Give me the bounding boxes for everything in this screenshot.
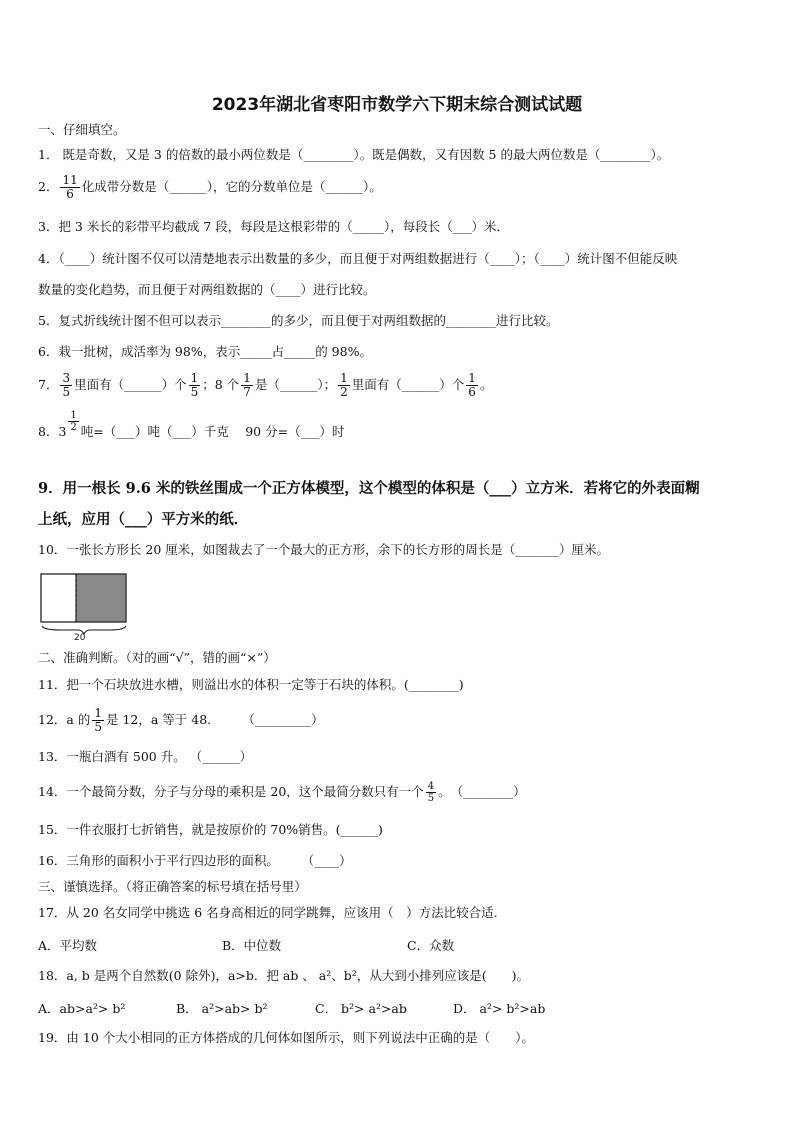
question-16: 16．三角形的面积小于平行四边形的面积。 （____） <box>38 853 352 868</box>
question-8-number: 8．3 <box>38 424 67 439</box>
question-8 <box>38 410 345 440</box>
question-15: 15．一件衣服打七折销售，就是按原价的 70%销售。(______) <box>38 822 383 837</box>
rectangle-figure <box>40 572 130 646</box>
question-9-line-1: 9．用一根长 9.6 米的铁丝围成一个正方体模型，这个模型的体积是（___）立方米．若将它的外表面糊 <box>38 480 700 497</box>
fraction-denominator: 2 <box>70 422 77 433</box>
question-7 <box>38 372 492 399</box>
question-7-text: 是（______）； <box>254 377 337 392</box>
question-18: 18．a, b 是两个自然数(0 除外)，a>b．把 ab 、 a²、b²，从大到小排列应该是( )。 <box>38 968 529 983</box>
section-1-heading: 一、仔细填空。 <box>38 122 126 137</box>
fraction <box>60 372 72 399</box>
fraction-denominator: 5 <box>62 385 71 399</box>
option-a[interactable]: A．ab>a²> b² <box>38 1001 126 1016</box>
question-10: 10．一张长方形长 20 厘米，如图裁去了一个最大的正方形，余下的长方形的周长是（_______）厘米。 <box>38 542 610 557</box>
fraction-numerator: 11 <box>62 173 78 187</box>
question-14 <box>38 781 526 804</box>
question-12-text: 是 12，a 等于 48. （_________） <box>105 712 324 727</box>
section-2-heading: 二、准确判断。（对的画“√”，错的画“×”） <box>38 650 276 665</box>
fraction-numerator: 1 <box>468 371 476 385</box>
fraction-denominator: 2 <box>340 385 348 399</box>
fraction <box>92 707 104 734</box>
fraction-numerator: 1 <box>243 371 251 385</box>
question-13: 13．一瓶白酒有 500 升。 （______） <box>38 749 253 764</box>
fraction <box>466 372 478 399</box>
question-9-line-2: 上纸，应用（___）平方米的纸． <box>38 511 249 528</box>
question-7-text: ；8 个 <box>202 377 240 392</box>
fraction <box>241 372 253 399</box>
option-c[interactable]: C． b²> a²>ab <box>315 1001 407 1016</box>
option-b[interactable]: B．中位数 <box>222 938 282 953</box>
section-3-heading: 三、谨慎选择。（将正确答案的标号填在括号里） <box>38 879 307 894</box>
fraction-numerator: 1 <box>94 706 102 720</box>
question-11: 11．把一个石块放进水槽，则溢出水的体积一定等于石块的体积。(________) <box>38 677 464 692</box>
option-d[interactable]: D． a²> b²>ab <box>453 1001 546 1016</box>
question-7-number: 7． <box>38 377 59 392</box>
fraction <box>189 372 201 399</box>
fraction-denominator: 7 <box>243 385 251 399</box>
fraction <box>426 781 436 804</box>
page-title: 2023年湖北省枣阳市数学六下期末综合测试试题 <box>211 95 583 115</box>
fraction-denominator: 6 <box>66 187 74 201</box>
question-19: 19．由 10 个大小相同的正方体搭成的几何体如图所示，则下列说法中正确的是（ ）。 <box>38 1030 535 1045</box>
fraction-denominator: 5 <box>94 720 102 734</box>
question-2-number: 2． <box>38 179 59 194</box>
fraction <box>68 410 78 433</box>
rectangle-diagram <box>40 572 130 642</box>
fraction <box>60 174 79 201</box>
fraction-numerator: 3 <box>62 371 71 385</box>
fraction-numerator: 1 <box>190 371 199 385</box>
fraction-numerator: 4 <box>427 781 435 792</box>
figure-length-label: 20 <box>74 633 86 642</box>
question-17: 17．从 20 名女同学中挑选 6 名身高相近的同学跳舞，应该用（ ）方法比较合适. <box>38 905 498 920</box>
question-4-line-1: 4．（____）统计图不仅可以清楚地表示出数量的多少，而且便于对两组数据进行（____）；（____）统计图不但能反映 <box>38 251 678 266</box>
question-1: 1． 既是奇数，又是 3 的倍数的最小两位数是（________）。既是偶数，又有因数 5 的最大两位数是（________）。 <box>38 147 670 162</box>
fraction-denominator: 6 <box>468 385 476 399</box>
question-7-text: 里面有（______）个 <box>74 377 187 392</box>
question-7-text: 。 <box>479 377 493 392</box>
fraction-denominator: 5 <box>427 793 435 804</box>
question-14-text: 。 （________） <box>438 784 526 799</box>
option-b[interactable]: B． a²>ab> b² <box>176 1001 268 1016</box>
option-a[interactable]: A．平均数 <box>38 938 98 953</box>
question-14-text: 14．一个最简分数，分子与分母的乘积是 20，这个最简分数只有一个 <box>38 784 424 799</box>
question-8-text: 吨=（___）吨（___）千克 90 分=（___）时 <box>80 424 345 439</box>
question-2 <box>38 174 382 201</box>
question-3: 3．把 3 米长的彩带平均截成 7 段，每段是这根彩带的（_____），每段长（___）米． <box>38 219 510 234</box>
fraction-numerator: 1 <box>340 371 348 385</box>
question-4-line-2: 数量的变化趋势，而且便于对两组数据的（____）进行比较。 <box>38 282 376 297</box>
question-12 <box>38 707 324 734</box>
question-7-text: 里面有（______）个 <box>351 377 465 392</box>
question-2-text: 化成带分数是（______），它的分数单位是（______）。 <box>81 179 382 194</box>
fraction-denominator: 5 <box>190 385 199 399</box>
question-6: 6．栽一批树，成活率为 98%，表示_____占_____的 98%。 <box>38 344 372 359</box>
question-5: 5．复式折线统计图不但可以表示________的多少，而且便于对两组数据的________进行比较。 <box>38 313 559 328</box>
fraction-numerator: 1 <box>70 410 77 421</box>
question-12-text: 12．a 的 <box>38 712 91 727</box>
fraction <box>338 372 350 399</box>
option-c[interactable]: C．众数 <box>407 938 455 953</box>
